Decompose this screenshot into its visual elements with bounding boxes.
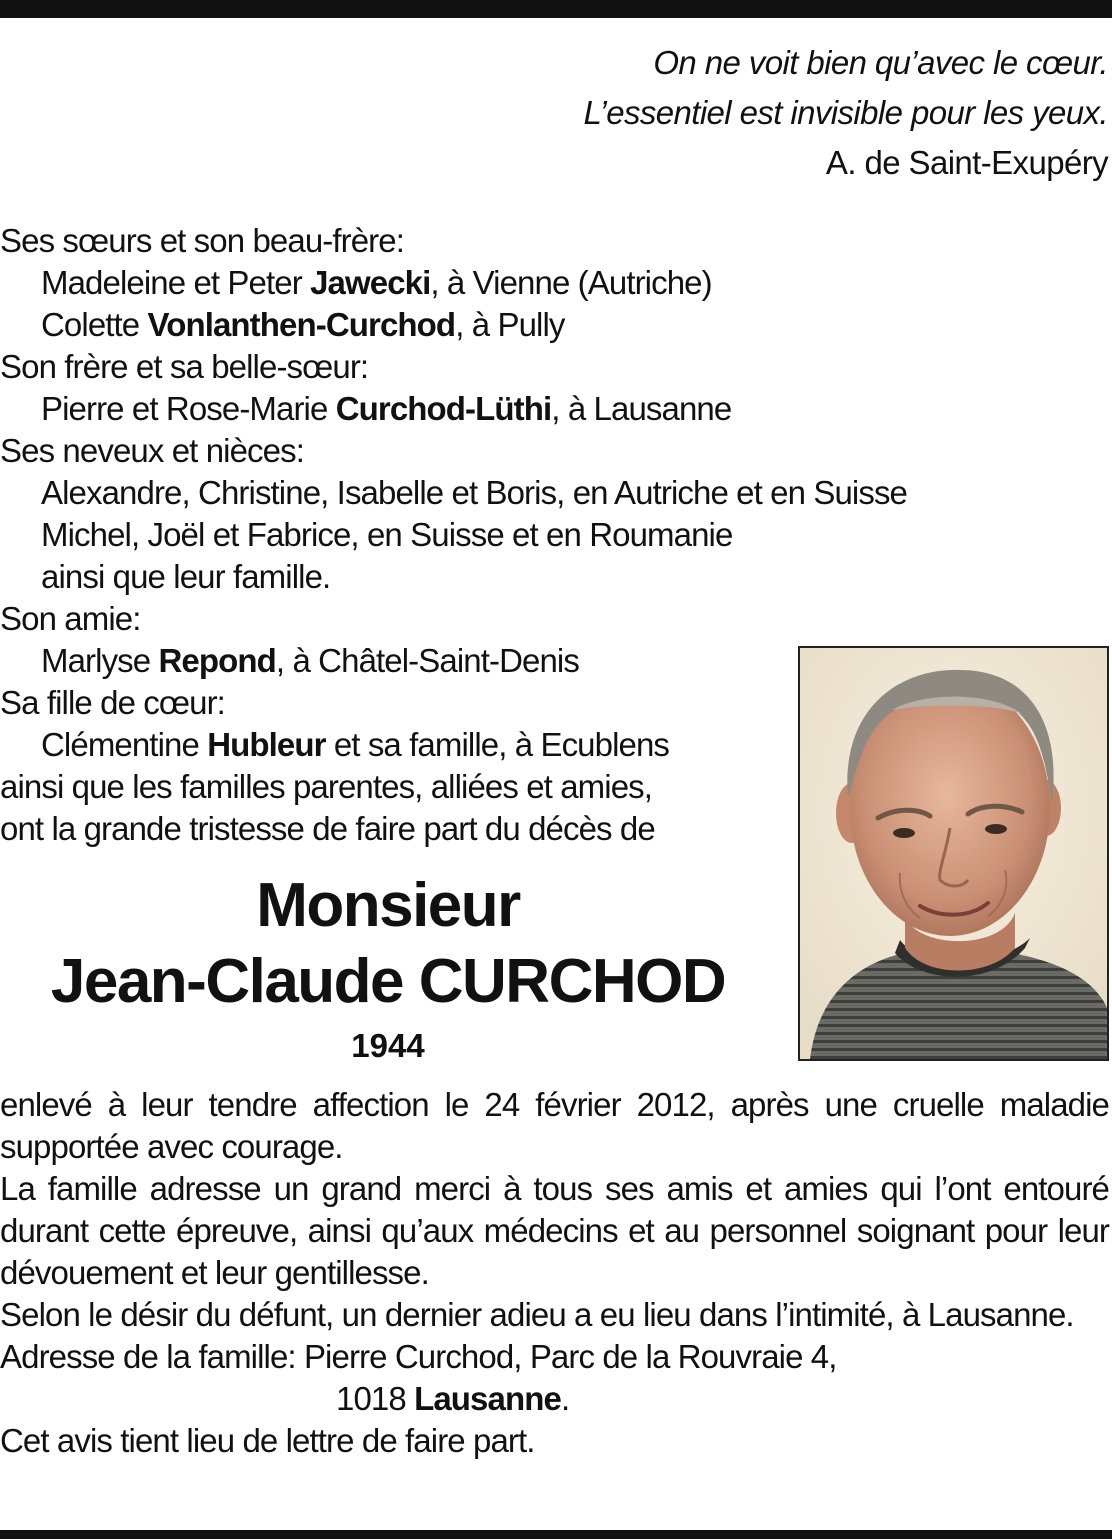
deceased-name: Jean-Claude CURCHOD: [50, 947, 726, 1016]
announcement-line: ont la grande tristesse de faire part du décès de: [0, 810, 655, 847]
postcode: 1018: [336, 1380, 415, 1417]
epigraph-line-1: On ne voit bien qu’avec le cœur.: [653, 44, 1108, 81]
brother-heading: Son frère et sa belle-sœur:: [0, 348, 369, 385]
sisters-heading: Ses sœurs et son beau-frère:: [0, 222, 404, 259]
surname: Vonlanthen-Curchod: [147, 306, 456, 343]
closing-note: Cet avis tient lieu de lettre de faire part.: [0, 1422, 535, 1459]
surname: Repond: [158, 642, 276, 679]
place: , à Vienne (Autriche): [430, 264, 712, 301]
friend-heading: Son amie:: [0, 600, 141, 637]
surname: Curchod-Lüthi: [335, 390, 552, 427]
place: , à Lausanne: [551, 390, 732, 427]
given-names: Madeleine et Peter: [41, 264, 311, 301]
nephews-heading: Ses neveux et nièces:: [0, 432, 304, 469]
given-names: Marlyse: [41, 642, 159, 679]
family-member-jawecki: [0, 262, 907, 304]
death-paragraph: enlevé à leur tendre affection le 24 février 2012, après une cruelle maladie supportée avec courage.: [0, 1086, 1109, 1165]
surname: Jawecki: [310, 264, 431, 301]
given-names: Colette: [41, 306, 148, 343]
daughter-heading: Sa fille de cœur:: [0, 684, 225, 721]
address-end: .: [560, 1380, 570, 1417]
nephews-line-3: ainsi que leur famille.: [41, 558, 331, 595]
place: , à Châtel-Saint-Denis: [275, 642, 579, 679]
family-address: Adresse de la famille: Pierre Curchod, Parc de la Rouvraie 4,: [0, 1338, 837, 1375]
surname: Hubleur: [207, 726, 326, 763]
bottom-rule: [0, 1530, 1112, 1539]
honorific: Monsieur: [256, 871, 520, 940]
nephews-line-2: Michel, Joël et Fabrice, en Suisse et en Roumanie: [41, 516, 733, 553]
thanks-paragraph: La famille adresse un grand merci à tous ses amis et amies qui l’ont entouré durant cette épreuve, ainsi qu’aux médecins et au personnel soignant pour leur dévouement et leur gentillesse.: [0, 1170, 1109, 1291]
given-names: Pierre et Rose-Marie: [41, 390, 336, 427]
family-address-city: [0, 1378, 1109, 1420]
given-names: Clémentine: [41, 726, 208, 763]
farewell-paragraph: Selon le désir du défunt, un dernier adieu a eu lieu dans l’intimité, à Lausanne.: [0, 1296, 1074, 1333]
epigraph-author: A. de Saint-Exupéry: [825, 144, 1108, 181]
notice-body: [0, 1084, 1109, 1462]
city: Lausanne: [414, 1380, 561, 1417]
portrait-photo: [798, 646, 1109, 1061]
family-list: [0, 220, 907, 850]
epigraph-line-2: L’essentiel est invisible pour les yeux.: [583, 94, 1108, 131]
family-member-hubleur: [0, 724, 907, 766]
epigraph: [584, 38, 1108, 188]
portrait-illustration: [800, 648, 1107, 1059]
birth-year: 1944: [351, 1027, 425, 1064]
place: , à Pully: [455, 306, 565, 343]
family-member-vonlanthen: [0, 304, 907, 346]
family-member-curchod-luthi: [0, 388, 907, 430]
top-rule: [0, 0, 1112, 18]
place: et sa famille, à Ecublens: [325, 726, 670, 763]
family-member-repond: [0, 640, 907, 682]
deceased-name-block: [0, 868, 776, 1066]
nephews-line-1: Alexandre, Christine, Isabelle et Boris, en Autriche et en Suisse: [41, 474, 907, 511]
families-line: ainsi que les familles parentes, alliées et amies,: [0, 768, 653, 805]
